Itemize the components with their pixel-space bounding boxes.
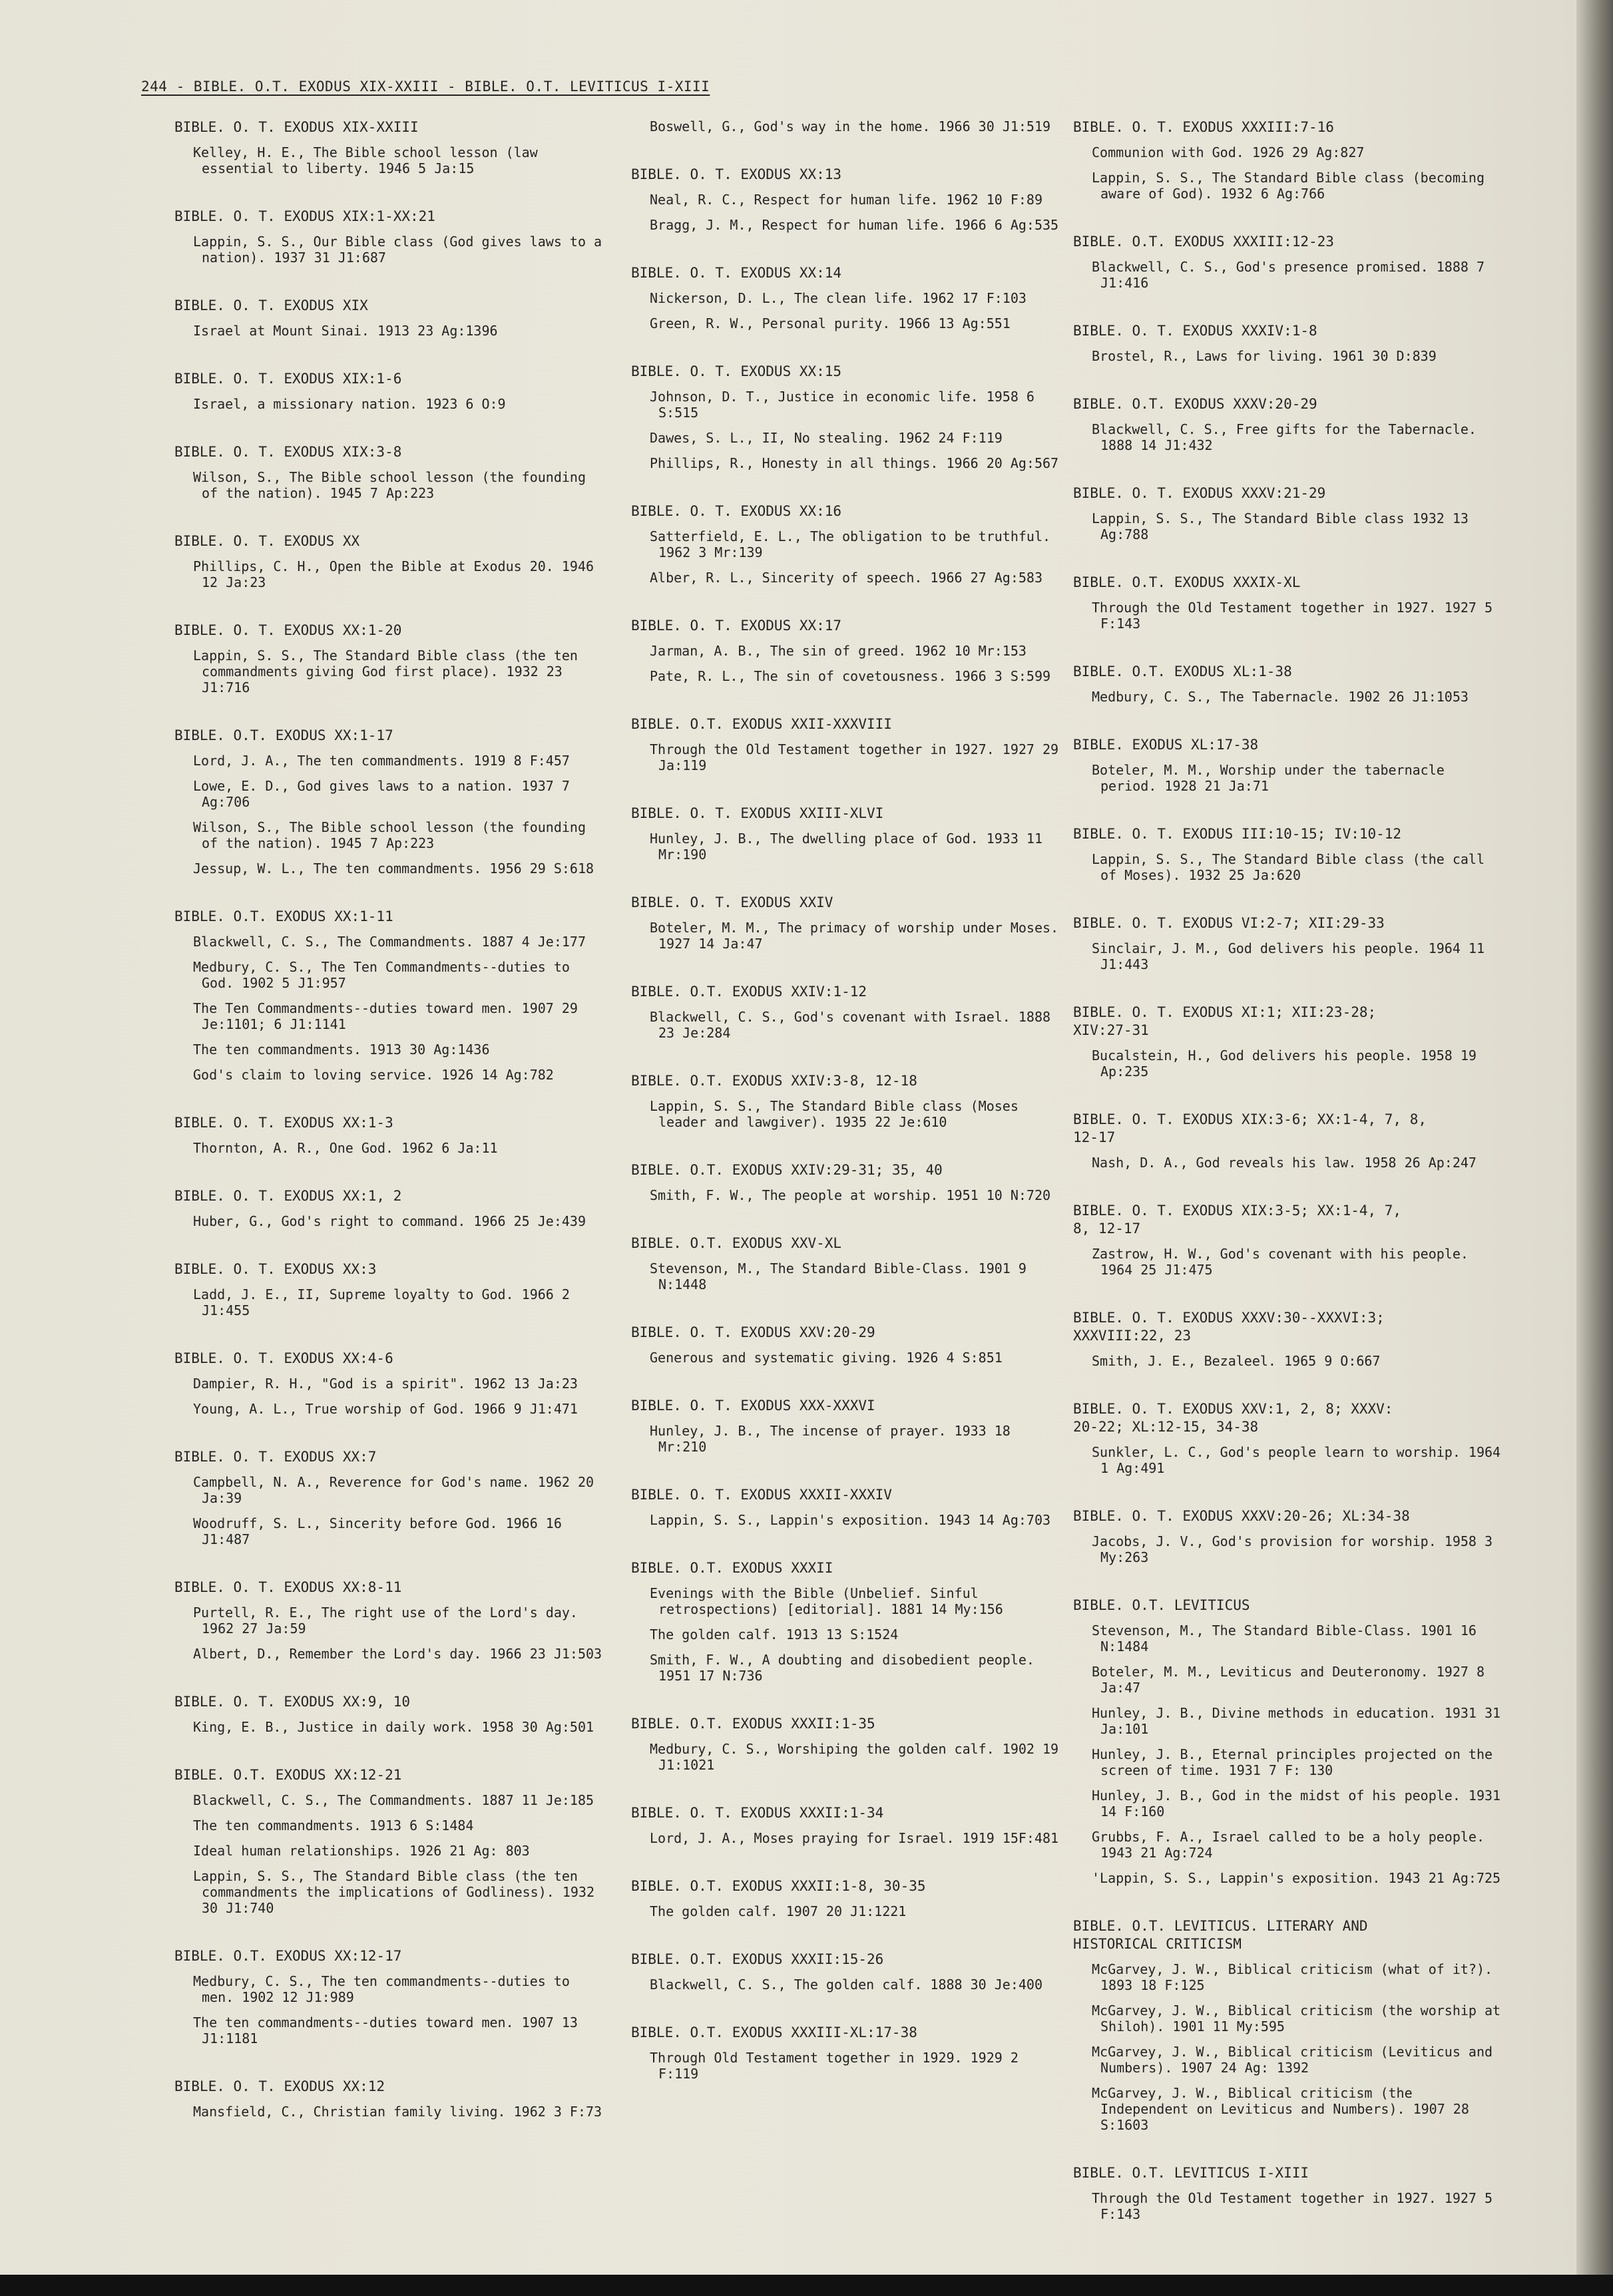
citation-entry: Hunley, J. B., Eternal principles projected on the screen of time. 1931 7 F: 130 [1092,1746,1501,1778]
citation-entry: Communion with God. 1926 29 Ag:827 [1092,144,1365,160]
index-section [631,805,1064,862]
subject-heading: BIBLE. O.T. EXODUS XX:1-17 [174,727,393,743]
index-section [631,2024,1064,2082]
subject-heading: BIBLE. O. T. EXODUS XX:13 [631,166,842,182]
scan-bottom-edge [0,2275,1613,2296]
index-section [1073,1400,1509,1476]
subject-heading: BIBLE. O. T. EXODUS XIX [174,297,368,313]
citation-entry: Blackwell, C. S., Free gifts for the Tabernacle. 1888 14 J1:432 [1092,421,1485,453]
citation-entry: Nickerson, D. L., The clean life. 1962 17 F:103 [650,290,1027,306]
index-section [174,1448,607,1547]
subject-heading: BIBLE. O. T. EXODUS XX:15 [631,363,842,379]
index-section [631,1804,1064,1846]
citation-entry: Israel, a missionary nation. 1923 6 O:9 [193,396,506,412]
index-column-2 [631,118,1067,2113]
citation-entry: 'Lappin, S. S., Lappin's exposition. 1943 21 Ag:725 [1092,1870,1501,1886]
citation-entry: Bragg, J. M., Respect for human life. 1966 6 Ag:535 [650,217,1059,233]
subject-heading: BIBLE. O. T. EXODUS XXX-XXXVI [631,1398,875,1414]
subject-heading: BIBLE. O. T. EXODUS XX:14 [631,265,842,281]
citation-entry: Woodruff, S. L., Sincerity before God. 1966 16 J1:487 [193,1515,570,1547]
citation-entry: Lord, J. A., The ten commandments. 1919 8 F:457 [193,753,570,769]
subject-heading: BIBLE. O.T. EXODUS XXIV:29-31; 35, 40 [631,1162,943,1178]
citation-entry: Satterfield, E. L., The obligation to be truthful. 1962 3 Mr:139 [650,528,1059,560]
index-section [631,1235,1064,1292]
index-section [174,532,607,590]
citation-entry: Dawes, S. L., II, No stealing. 1962 24 F:119 [650,430,1003,446]
citation-entry: Hunley, J. B., The dwelling place of God. 1933 11 Mr:190 [650,831,1051,862]
running-header: 244 - BIBLE. O.T. EXODUS XIX-XXIII - BIBLE. O.T. LEVITICUS I-XIII [141,79,710,95]
index-section [174,1579,607,1662]
citation-entry: Through Old Testament together in 1929. 1929 2 F:119 [650,2050,1027,2082]
subject-heading: BIBLE. O. T. EXODUS XX:17 [631,618,842,634]
index-section [1073,574,1506,632]
citation-entry: Ladd, J. E., II, Supreme loyalty to God. 1966 2 J1:455 [193,1286,578,1318]
subject-heading: BIBLE. O.T. EXODUS XX:12-21 [174,1767,402,1783]
index-section [1073,1507,1506,1565]
index-section [1073,663,1506,705]
citation-entry: Smith, F. W., The people at worship. 1951 10 N:720 [650,1187,1051,1203]
subject-heading: BIBLE. O. T. EXODUS XIX:1-6 [174,371,402,387]
index-section [631,1397,1064,1455]
index-section [174,1260,607,1318]
citation-entry: Mansfield, C., Christian family living. 1962 3 F:73 [193,2104,602,2120]
index-section [631,1324,1064,1366]
index-section [174,443,607,501]
index-section [631,1559,1064,1684]
index-section [174,1350,607,1417]
index-section [1073,484,1506,542]
citation-entry: Jacobs, J. V., God's provision for worship. 1958 3 My:263 [1092,1533,1501,1565]
subject-heading: BIBLE. O. T. EXODUS XXV:20-29 [631,1324,875,1340]
citation-entry: Purtell, R. E., The right use of the Lord's day. 1962 27 Ja:59 [193,1605,586,1636]
citation-entry: Blackwell, C. S., The golden calf. 1888 30 Je:400 [650,1977,1043,1993]
citation-entry: Campbell, N. A., Reverence for God's name. 1962 20 Ja:39 [193,1474,602,1506]
index-section [631,166,1064,233]
subject-heading: BIBLE. O. T. EXODUS XIX:3-6; XX:1-4, 7, 8, 12-17 [1073,1111,1427,1145]
citation-entry: Lappin, S. S., The Standard Bible class (the call of Moses). 1932 25 Ja:620 [1092,851,1493,883]
citation-entry: Through the Old Testament together in 1927. 1927 5 F:143 [1092,600,1501,632]
subject-heading: BIBLE. O. T. EXODUS XXXV:30--XXXVI:3; XXXVIII:22, 23 [1073,1310,1385,1344]
citation-entry: Lappin, S. S., The Standard Bible class (becoming aware of God). 1932 6 Ag:766 [1092,170,1493,202]
citation-entry: Bucalstein, H., God delivers his people. 1958 19 Ap:235 [1092,1048,1485,1079]
subject-heading: BIBLE. O.T. LEVITICUS [1073,1597,1250,1613]
citation-entry: Lappin, S. S., The Standard Bible class (the ten commandments the implications of Godliness). 1932 30 J1:740 [193,1868,603,1916]
citation-entry: Sinclair, J. M., God delivers his people. 1964 11 J1:443 [1092,940,1493,972]
subject-heading: BIBLE. O.T. EXODUS XXXV:20-29 [1073,396,1317,412]
subject-heading: BIBLE. O.T. EXODUS XXXII:15-26 [631,1951,884,1967]
citation-entry: Kelley, H. E., The Bible school lesson (law essential to liberty. 1946 5 Ja:15 [193,144,546,176]
citation-entry: Thornton, A. R., One God. 1962 6 Ja:11 [193,1140,498,1156]
subject-heading: BIBLE. O.T. LEVITICUS I-XIII [1073,2165,1309,2181]
subject-heading: BIBLE. O. T. EXODUS XXIV [631,894,833,910]
citation-entry: Brostel, R., Laws for living. 1961 30 D:839 [1092,348,1437,364]
citation-entry: Jessup, W. L., The ten commandments. 1956 29 S:618 [193,861,594,876]
citation-entry: McGarvey, J. W., Biblical criticism (the Independent on Leviticus and Numbers). 1907 28 S:1603 [1092,2085,1477,2133]
citation-entry: Johnson, D. T., Justice in economic life. 1958 6 S:515 [650,389,1043,421]
citation-entry: Lord, J. A., Moses praying for Israel. 1919 15F:481 [650,1830,1059,1846]
citation-entry: The Ten Commandments--duties toward men. 1907 29 Je:1101; 6 J1:1141 [193,1000,586,1032]
citation-entry: Young, A. L., True worship of God. 1966 9 J1:471 [193,1401,578,1417]
citation-entry: Hunley, J. B., The incense of prayer. 1933 18 Mr:210 [650,1423,1019,1455]
subject-heading: BIBLE. O. T. EXODUS XX:16 [631,503,842,519]
subject-heading: BIBLE. O.T. EXODUS XL:1-38 [1073,664,1292,679]
subject-heading: BIBLE. O.T. EXODUS XX:1-11 [174,908,393,924]
subject-heading: BIBLE. EXODUS XL:17-38 [1073,737,1259,753]
citation-entry: Wilson, S., The Bible school lesson (the founding of the nation). 1945 7 Ap:223 [193,819,594,851]
subject-heading: BIBLE. O. T. EXODUS XX:7 [174,1449,377,1465]
subject-heading: BIBLE. O. T. EXODUS XX:1-3 [174,1115,393,1131]
subject-heading: BIBLE. O.T. LEVITICUS. LITERARY AND HISTORICAL CRITICISM [1073,1918,1368,1952]
subject-heading: BIBLE. O. T. EXODUS XXXII:1-34 [631,1805,884,1821]
citation-entry: Medbury, C. S., The Ten Commandments--duties to God. 1902 5 J1:957 [193,959,578,991]
index-section [631,264,1064,331]
citation-entry: Lappin, S. S., The Standard Bible class 1932 13 Ag:788 [1092,510,1477,542]
subject-heading: BIBLE. O. T. EXODUS XI:1; XII:23-28; XIV:27-31 [1073,1004,1377,1038]
index-section [174,1766,607,1916]
subject-heading: BIBLE. O. T. EXODUS XXXIV:1-8 [1073,323,1317,339]
subject-heading: BIBLE. O. T. EXODUS III:10-15; IV:10-12 [1073,826,1402,842]
index-section [174,1114,607,1156]
subject-heading: BIBLE. O.T. EXODUS XXXIII-XL:17-38 [631,2024,917,2040]
index-section [1073,825,1506,883]
index-section [1073,322,1506,364]
citation-entry: Alber, R. L., Sincerity of speech. 1966 27 Ag:583 [650,570,1043,586]
subject-heading: BIBLE. O. T. EXODUS XX:1-20 [174,622,402,638]
citation-entry: Lappin, S. S., Our Bible class (God gives laws to a nation). 1937 31 J1:687 [193,234,610,266]
subject-heading: BIBLE. O.T. EXODUS XXXII [631,1560,833,1576]
subject-heading: BIBLE. O. T. EXODUS XXXIII:7-16 [1073,119,1334,135]
citation-entry: Blackwell, C. S., God's presence promised. 1888 7 J1:416 [1092,259,1493,291]
index-section [174,622,607,695]
index-section [174,2078,607,2120]
citation-entry: God's claim to loving service. 1926 14 Ag:782 [193,1067,554,1083]
subject-heading: BIBLE. O.T. EXODUS XXV-XL [631,1235,842,1251]
citation-entry: The golden calf. 1907 20 J1:1221 [650,1903,907,1919]
index-section [1073,736,1506,794]
index-section [174,1693,607,1735]
index-section [631,983,1064,1041]
index-section [631,1486,1064,1528]
citation-entry: Smith, J. E., Bezaleel. 1965 9 O:667 [1092,1353,1381,1369]
subject-heading: BIBLE. O.T. EXODUS XXXII:1-35 [631,1716,875,1732]
citation-entry: Jarman, A. B., The sin of greed. 1962 10 Mr:153 [650,643,1027,659]
citation-entry: Medbury, C. S., The ten commandments--duties to men. 1902 12 J1:989 [193,1973,578,2005]
subject-heading: BIBLE. O.T. EXODUS XXIV:1-12 [631,984,867,1000]
citation-entry: Lowe, E. D., God gives laws to a nation. 1937 7 Ag:706 [193,778,578,810]
index-section [1073,1202,1506,1278]
citation-entry: Sunkler, L. C., God's people learn to worship. 1964 1 Ag:491 [1092,1444,1509,1476]
subject-heading: BIBLE. O. T. EXODUS XIX:1-XX:21 [174,208,435,224]
citation-entry: Wilson, S., The Bible school lesson (the founding of the nation). 1945 7 Ap:223 [193,469,594,501]
subject-heading: BIBLE. O. T. EXODUS XIX:3-5; XX:1-4, 7, 8, 12-17 [1073,1203,1402,1237]
citation-entry: McGarvey, J. W., Biblical criticism (Leviticus and Numbers). 1907 24 Ag: 1392 [1092,2044,1501,2076]
subject-heading: BIBLE. O. T. EXODUS XXXV:21-29 [1073,485,1326,501]
index-section [1073,395,1506,453]
subject-heading: BIBLE. O. T. EXODUS XX:12 [174,2078,385,2094]
index-section [174,1187,607,1229]
citation-entry: Hunley, J. B., God in the midst of his people. 1931 14 F:160 [1092,1788,1509,1819]
citation-entry: Hunley, J. B., Divine methods in education. 1931 31 Ja:101 [1092,1705,1509,1737]
citation-entry: The ten commandments--duties toward men. 1907 13 J1:1181 [193,2014,586,2046]
citation-entry: The ten commandments. 1913 30 Ag:1436 [193,1042,490,1057]
index-section [631,617,1064,684]
citation-entry: Grubbs, F. A., Israel called to be a holy people. 1943 21 Ag:724 [1092,1829,1493,1861]
index-section [631,894,1067,952]
citation-entry: Ideal human relationships. 1926 21 Ag: 803 [193,1843,530,1859]
subject-heading: BIBLE. O. T. EXODUS XX [174,533,360,549]
citation-entry: Blackwell, C. S., The Commandments. 1887 4 Je:177 [193,934,586,950]
citation-entry: Boteler, M. M., Worship under the tabernacle period. 1928 21 Ja:71 [1092,762,1453,794]
index-section [174,370,607,412]
subject-heading: BIBLE. O. T. EXODUS VI:2-7; XII:29-33 [1073,915,1385,931]
citation-entry: Green, R. W., Personal purity. 1966 13 Ag:551 [650,315,1011,331]
subject-heading: BIBLE. O.T. EXODUS XXXIX-XL [1073,574,1301,590]
index-section [1073,1309,1506,1369]
subject-heading: BIBLE. O. T. EXODUS XXV:1, 2, 8; XXXV: 20-22; XL:12-15, 34-38 [1073,1401,1393,1435]
index-section [1073,118,1506,202]
citation-entry: Medbury, C. S., The Tabernacle. 1902 26 J1:1053 [1092,689,1469,705]
subject-heading: BIBLE. O. T. EXODUS XXIII-XLVI [631,805,884,821]
citation-entry: Boteler, M. M., Leviticus and Deuteronomy. 1927 8 Ja:47 [1092,1664,1493,1696]
index-column-1 [174,118,610,2151]
book-gutter-edge [1576,0,1613,2296]
citation-entry: Blackwell, C. S., God's covenant with Israel. 1888 23 Je:284 [650,1009,1059,1041]
citation-entry: Phillips, R., Honesty in all things. 1966 20 Ag:567 [650,455,1059,471]
index-section [631,715,1067,773]
subject-heading: BIBLE. O. T. EXODUS XXXII-XXXIV [631,1487,892,1503]
citation-entry: King, E. B., Justice in daily work. 1958 30 Ag:501 [193,1719,594,1735]
subject-heading: BIBLE. O.T. EXODUS XXXIII:12-23 [1073,234,1334,250]
index-section [174,118,607,176]
index-section [631,363,1064,471]
citation-entry: Neal, R. C., Respect for human life. 1962 10 F:89 [650,192,1043,208]
citation-entry: McGarvey, J. W., Biblical criticism (the worship at Shiloh). 1901 11 My:595 [1092,2003,1509,2034]
index-section [1073,233,1506,291]
citation-entry: Zastrow, H. W., God's covenant with his people. 1964 25 J1:475 [1092,1246,1477,1278]
index-section [631,1715,1067,1773]
subject-heading: BIBLE. O. T. EXODUS XIX-XXIII [174,119,419,135]
citation-entry: Generous and systematic giving. 1926 4 S:851 [650,1350,1003,1366]
citation-entry: Through the Old Testament together in 1927. 1927 29 Ja:119 [650,741,1067,773]
citation-entry: Blackwell, C. S., The Commandments. 1887 11 Je:185 [193,1792,594,1808]
citation-entry: Phillips, C. H., Open the Bible at Exodus 20. 1946 12 Ja:23 [193,558,602,590]
index-section [631,1877,1064,1919]
subject-heading: BIBLE. O. T. EXODUS XX:9, 10 [174,1694,411,1710]
citation-entry: The ten commandments. 1913 6 S:1484 [193,1818,474,1833]
citation-entry: Stevenson, M., The Standard Bible-Class. 1901 16 N:1484 [1092,1623,1485,1654]
index-section [631,1072,1064,1130]
citation-entry: Israel at Mount Sinai. 1913 23 Ag:1396 [193,323,498,339]
citation-entry: The golden calf. 1913 13 S:1524 [650,1626,899,1642]
index-section [1073,914,1506,972]
citation-entry: Lappin, S. S., Lappin's exposition. 1943 14 Ag:703 [650,1512,1051,1528]
subject-heading: BIBLE. O. T. EXODUS XIX:3-8 [174,444,402,460]
citation-entry: Pate, R. L., The sin of covetousness. 1966 3 S:599 [650,668,1051,684]
citation-entry: Boswell, G., God's way in the home. 1966 30 J1:519 [650,118,1051,134]
subject-heading: BIBLE. O.T. EXODUS XXXII:1-8, 30-35 [631,1878,926,1894]
index-section [174,727,607,876]
index-section [631,118,1064,134]
citation-entry: Smith, F. W., A doubting and disobedient people. 1951 17 N:736 [650,1652,1043,1684]
subject-heading: BIBLE. O. T. EXODUS XX:4-6 [174,1350,393,1366]
subject-heading: BIBLE. O. T. EXODUS XX:1, 2 [174,1188,402,1204]
index-section [631,1951,1064,1993]
citation-entry: Huber, G., God's right to command. 1966 25 Je:439 [193,1213,586,1229]
citation-entry: Medbury, C. S., Worshiping the golden calf. 1902 19 J1:1021 [650,1741,1067,1773]
citation-entry: Dampier, R. H., "God is a spirit". 1962 13 Ja:23 [193,1376,578,1392]
citation-entry: Through the Old Testament together in 1927. 1927 5 F:143 [1092,2190,1501,2222]
citation-entry: Evenings with the Bible (Unbelief. Sinful retrospections) [editorial]. 1881 14 My:156 [650,1585,1003,1617]
citation-entry: Boteler, M. M., The primacy of worship under Moses. 1927 14 Ja:47 [650,920,1067,952]
index-section [1073,2164,1506,2222]
citation-entry: McGarvey, J. W., Biblical criticism (what of it?). 1893 18 F:125 [1092,1961,1501,1993]
index-section [631,1161,1064,1203]
index-section [1073,1004,1506,1079]
index-section [174,908,607,1083]
index-column-3 [1073,118,1509,2253]
index-section [174,297,607,339]
index-section [174,1947,607,2046]
citation-entry: Stevenson, M., The Standard Bible-Class. 1901 9 N:1448 [650,1260,1035,1292]
subject-heading: BIBLE. O.T. EXODUS XX:12-17 [174,1948,402,1964]
index-section [631,502,1064,586]
citation-entry: Lappin, S. S., The Standard Bible class (Moses leader and lawgiver). 1935 22 Je:610 [650,1098,1027,1130]
subject-heading: BIBLE. O. T. EXODUS XX:8-11 [174,1579,402,1595]
citation-entry: Nash, D. A., God reveals his law. 1958 26 Ap:247 [1092,1155,1477,1171]
subject-heading: BIBLE. O. T. EXODUS XXXV:20-26; XL:34-38 [1073,1508,1410,1524]
subject-heading: BIBLE. O.T. EXODUS XXII-XXXVIII [631,716,892,732]
subject-heading: BIBLE. O. T. EXODUS XX:3 [174,1261,377,1277]
subject-heading: BIBLE. O.T. EXODUS XXIV:3-8, 12-18 [631,1073,917,1089]
citation-entry: Lappin, S. S., The Standard Bible class (the ten commandments giving God first place). 1932 23 J1:716 [193,648,586,695]
index-section [1073,1597,1509,1886]
index-section [174,208,610,266]
index-section [1073,1917,1509,2133]
index-section [1073,1111,1506,1171]
citation-entry: Albert, D., Remember the Lord's day. 1966 23 J1:503 [193,1646,602,1662]
